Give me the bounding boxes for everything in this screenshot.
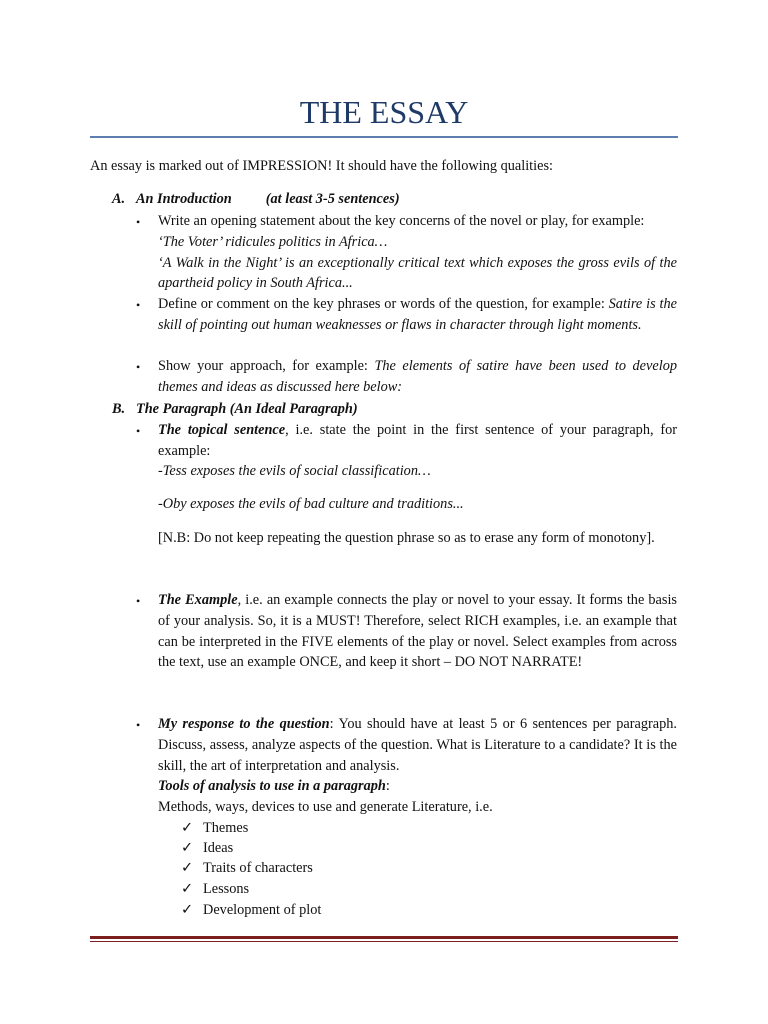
checklist-item (181, 879, 249, 900)
tools-heading: Tools of analysis to use in a paragraph (158, 778, 386, 795)
list-item-b3-text: : You should have at least 5 or 6 sentences per paragraph. Discuss, assess, analyze aspects of the question. What is Literature to a candidate? It is the skill, the art of interpretation and analysis. (158, 716, 677, 774)
list-item-b1-example-1: -Tess exposes the evils of social classification… (158, 463, 431, 479)
checklist-item (181, 858, 313, 879)
bullet-icon: • (136, 215, 141, 229)
list-item-b2 (158, 590, 677, 673)
list-item-a1-text: Write an opening statement about the key concerns of the novel or play, for example: (158, 213, 645, 229)
bullet-icon: • (136, 718, 141, 732)
title-divider (90, 136, 678, 138)
section-b-letter: B. (112, 401, 126, 417)
list-item-a2-text: Define or comment on the key phrases or words of the question, for example: (158, 296, 605, 312)
intro-paragraph: An essay is marked out of IMPRESSION! It should have the following qualities: (90, 158, 554, 174)
list-item-a1-example-1: ‘The Voter’ ridicules politics in Africa… (158, 233, 388, 250)
checklist-item (181, 900, 321, 921)
checkmark-icon: ✓ (181, 902, 193, 918)
list-item-a2 (158, 294, 677, 336)
list-item-a2-example: Satire is the skill of pointing out human weaknesses or flaws in character through light moments. (158, 296, 677, 333)
section-b-heading (112, 399, 358, 420)
section-b-title: The Paragraph (An Ideal Paragraph) (136, 401, 358, 417)
list-item-a1 (158, 211, 677, 294)
page-title: THE ESSAY (299, 94, 469, 130)
list-item-b3 (158, 714, 677, 818)
list-item-b2-lead: The Example (158, 592, 238, 608)
checklist-item-label: Traits of characters (203, 860, 313, 876)
checkmark-icon: ✓ (181, 840, 193, 856)
checklist-item-label: Themes (203, 820, 249, 836)
bullet-icon: • (136, 360, 141, 374)
bullet-icon: • (136, 424, 141, 438)
bullet-icon: • (136, 594, 141, 608)
checklist-item (181, 838, 233, 859)
checkmark-icon: ✓ (181, 881, 193, 897)
checklist-item-label: Development of plot (203, 902, 322, 918)
list-item-b1-note: [N.B: Do not keep repeating the question phrase so as to erase any form of monotony]. (158, 530, 655, 546)
section-a-letter: A. (112, 191, 126, 207)
list-item-b1-lead: The topical sentence (158, 422, 286, 438)
methods-line: Methods, ways, devices to use and generate Literature, i.e. (158, 799, 493, 816)
tools-colon: : (385, 778, 390, 795)
section-a-aside: (at least 3-5 sentences) (265, 191, 400, 207)
checkmark-icon: ✓ (181, 860, 193, 876)
list-item-a1-example-2: ‘A Walk in the Night’ is an exceptionally critical text which exposes the gross evils of the apartheid policy in South Africa... (158, 254, 677, 292)
list-item-b3-lead: My response to the question (158, 716, 330, 732)
list-item-b1 (158, 420, 677, 462)
footer-divider-thin (90, 941, 678, 942)
footer-divider-thick (90, 936, 678, 939)
bullet-icon: • (136, 298, 141, 312)
list-item-b1-example-2: -Oby exposes the evils of bad culture and traditions... (158, 496, 464, 512)
section-a-title: An Introduction (136, 191, 232, 207)
list-item-b1-text: , i.e. state the point in the first sentence of your paragraph, for example: (158, 422, 677, 459)
checklist-item-label: Lessons (203, 881, 250, 897)
checklist-item-label: Ideas (203, 840, 234, 856)
checkmark-icon: ✓ (181, 820, 193, 836)
section-a-heading (112, 189, 400, 210)
checklist-item (181, 818, 248, 839)
list-item-b2-text: , i.e. an example connects the play or novel to your essay. It forms the basis of your analysis. So, it is a MUST! Therefore, select RICH examples, i.e. an example that can be interpreted in the FIVE elements of the play or novel. Select examples from across the text, use an example ONCE, and keep it short – DO NOT NARRATE! (158, 592, 677, 671)
list-item-a3 (158, 356, 677, 398)
list-item-a3-example: The elements of satire have been used to develop themes and ideas as discussed here below: (158, 358, 677, 395)
list-item-a3-text: Show your approach, for example: (158, 358, 368, 374)
